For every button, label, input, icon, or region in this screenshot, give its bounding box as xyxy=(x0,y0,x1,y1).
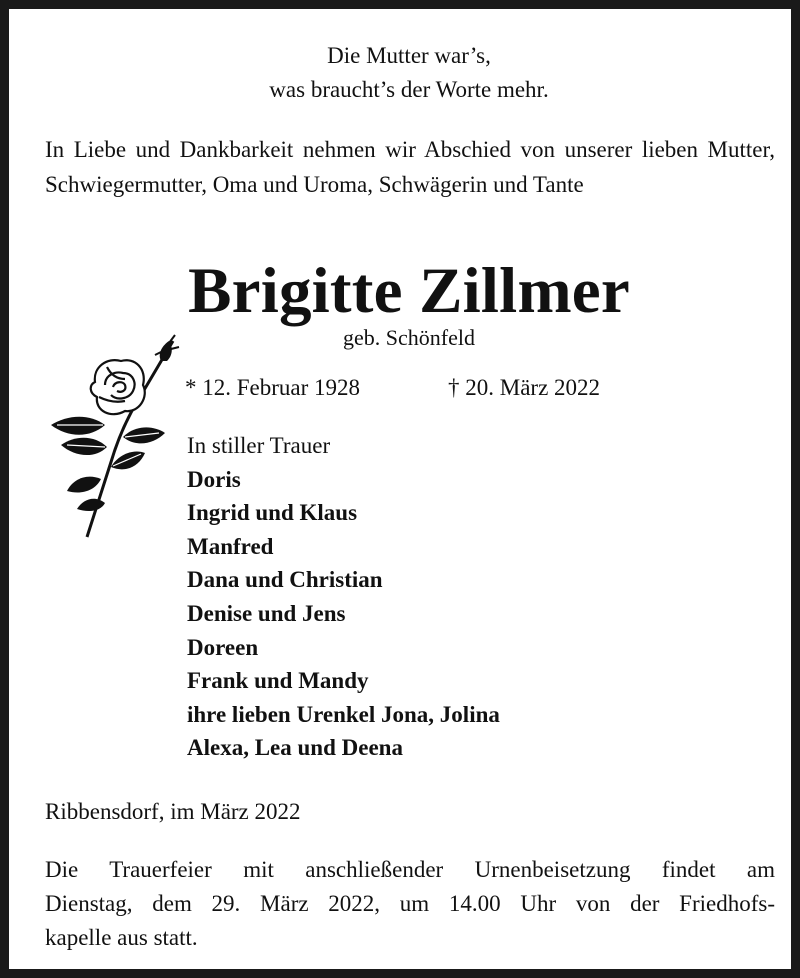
service-line: kapelle aus statt. xyxy=(45,925,198,950)
rose-icon xyxy=(45,327,185,539)
mourner-name: Manfred xyxy=(187,533,274,559)
place-and-date: Ribbensdorf, im März 2022 xyxy=(45,799,301,824)
mourner-name: Ingrid und Klaus xyxy=(187,500,358,526)
mourning-heading: In stiller Trauer xyxy=(187,433,331,458)
mourner-name: Doris xyxy=(187,466,241,492)
deceased-name: Brigitte Zillmer xyxy=(188,255,630,327)
death-date: † 20. März 2022 xyxy=(448,375,601,400)
intro-text: In Liebe und Dankbarkeit nehmen wir Abschied von unserer lieben Mutter, Schwiegermutter, Oma und Uroma, Schwägerin und Tante xyxy=(45,137,775,197)
motto-line: Die Mutter war’s, xyxy=(327,43,491,68)
mourner-name: Frank und Mandy xyxy=(187,668,369,694)
life-dates xyxy=(185,371,785,405)
mourner-name: Doreen xyxy=(187,634,259,660)
birth-date: * 12. Februar 1928 xyxy=(185,375,361,400)
service-line: Dienstag, dem 29. März 2022, um 14.00 Uhr von der Friedhofs- xyxy=(45,891,775,916)
funeral-service-info xyxy=(45,853,775,955)
motto-line: was braucht’s der Worte mehr. xyxy=(269,77,549,102)
motto xyxy=(9,39,800,107)
mourner-name: Dana und Christian xyxy=(187,567,383,593)
maiden-name: geb. Schönfeld xyxy=(343,325,475,350)
mourner-name: ihre lieben Urenkel Jona, Jolina xyxy=(187,701,500,727)
mourner-name: Alexa, Lea und Deena xyxy=(187,735,403,761)
mourner-name: Denise und Jens xyxy=(187,600,346,626)
service-line: Die Trauerfeier mit anschließender Urnenbeisetzung findet am xyxy=(45,857,775,882)
mourners-list xyxy=(187,429,787,765)
